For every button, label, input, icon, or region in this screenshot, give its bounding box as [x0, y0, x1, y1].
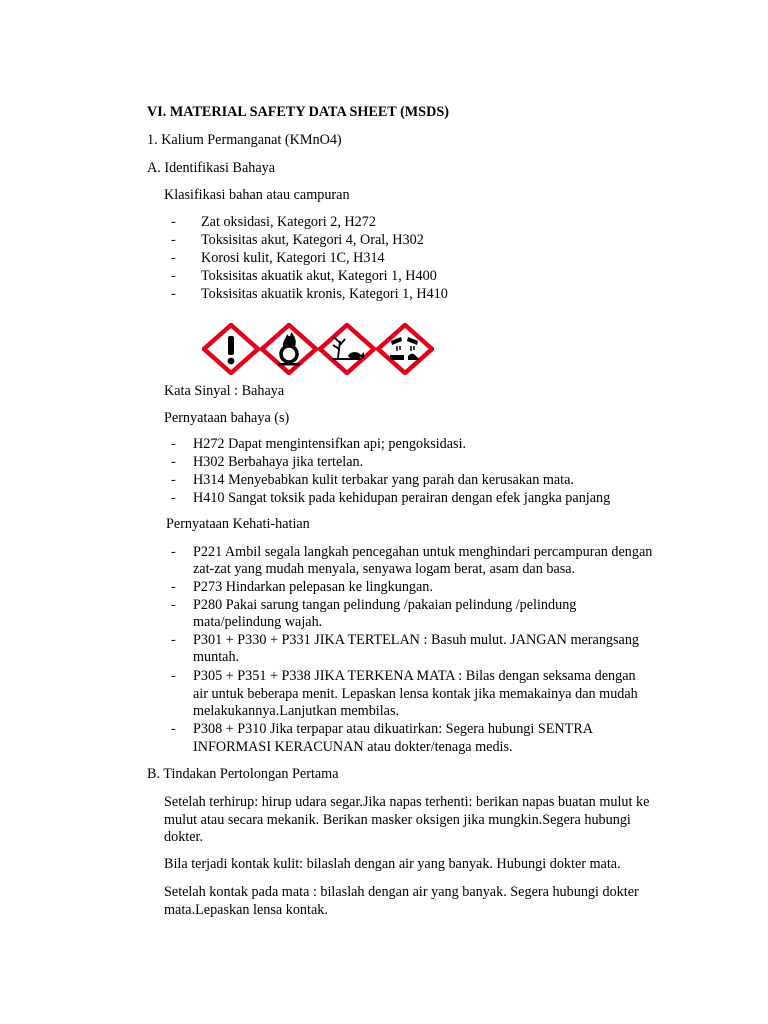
dash-bullet: - — [171, 268, 176, 284]
list-item — [171, 453, 610, 471]
dash-bullet: - — [171, 436, 176, 452]
list-item — [171, 285, 448, 303]
hazard-statement: H272 Dapat mengintensifkan api; pengoksidasi. — [193, 436, 467, 452]
list-item — [171, 435, 610, 453]
precautionary-dash: - — [171, 597, 176, 613]
classification-item: Zat oksidasi, Kategori 2, H272 — [201, 214, 376, 230]
section-a-heading: A. Identifikasi Bahaya — [147, 160, 276, 176]
first-aid-line: Setelah terhirup: hirup udara segar.Jika napas terhenti: berikan napas buatan mulut ke — [164, 794, 650, 810]
list-item — [171, 249, 448, 267]
precautionary-line: mata/pelindung wajah. — [193, 614, 323, 630]
list-item — [171, 471, 610, 489]
precautionary-dash: - — [171, 632, 176, 648]
list-item — [171, 489, 610, 507]
precautionary-line: P273 Hindarkan pelepasan ke lingkungan. — [193, 579, 433, 595]
precautionary-line: INFORMASI KERACUNAN atau dokter/tenaga medis. — [193, 739, 513, 755]
dash-bullet: - — [171, 250, 176, 266]
first-aid-line: Bila terjadi kontak kulit: bilaslah dengan air yang banyak. Hubungi dokter mata. — [164, 856, 621, 872]
classification-list — [171, 213, 448, 303]
precautionary-line: P305 + P351 + P338 JIKA TERKENA MATA : Bilas dengan seksama dengan — [193, 668, 636, 684]
section-b-heading: B. Tindakan Pertolongan Pertama — [147, 766, 339, 782]
precautionary-line: P280 Pakai sarung tangan pelindung /pakaian pelindung /pelindung — [193, 597, 577, 613]
dash-bullet: - — [171, 214, 176, 230]
precautionary-line: muntah. — [193, 649, 240, 665]
ghs-pictograms — [202, 323, 434, 375]
flame-over-circle-icon — [260, 323, 318, 375]
classification-label: Klasifikasi bahan atau campuran — [164, 187, 350, 203]
item-title: 1. Kalium Permanganat (KMnO4) — [147, 132, 342, 148]
hazard-statement: H314 Menyebabkan kulit terbakar yang parah dan kerusakan mata. — [193, 472, 574, 488]
corrosion-icon — [376, 323, 434, 375]
precautionary-dash: - — [171, 579, 176, 595]
precautionary-dash: - — [171, 721, 176, 737]
precautionary-label: Pernyataan Kehati-hatian — [166, 516, 310, 532]
hazard-statement: H302 Berbahaya jika tertelan. — [193, 454, 364, 470]
first-aid-line: Setelah kontak pada mata : bilaslah dengan air yang banyak. Segera hubungi dokter — [164, 884, 639, 900]
classification-item: Toksisitas akut, Kategori 4, Oral, H302 — [201, 232, 424, 248]
exclamation-mark-icon — [202, 323, 260, 375]
precautionary-line: air untuk beberapa menit. Lepaskan lensa kontak jika memakainya dan mudah — [193, 686, 638, 702]
environment-icon — [318, 323, 376, 375]
precautionary-line: P308 + P310 Jika terpapar atau dikuatirkan: Segera hubungi SENTRA — [193, 721, 594, 737]
first-aid-line: mata.Lepaskan lensa kontak. — [164, 902, 328, 918]
dash-bullet: - — [171, 490, 176, 506]
first-aid-line: dokter. — [164, 829, 204, 845]
first-aid-line: mulut atau secara mekanik. Berikan masker oksigen jika mungkin.Segera hubungi — [164, 812, 631, 828]
dash-bullet: - — [171, 232, 176, 248]
classification-item: Toksisitas akuatik akut, Kategori 1, H400 — [201, 268, 437, 284]
dash-bullet: - — [171, 454, 176, 470]
hazard-statement: H410 Sangat toksik pada kehidupan perairan dengan efek jangka panjang — [193, 490, 611, 506]
precautionary-line: P301 + P330 + P331 JIKA TERTELAN : Basuh mulut. JANGAN merangsang — [193, 632, 640, 648]
dash-bullet: - — [171, 472, 176, 488]
hazard-statements-label: Pernyataan bahaya (s) — [164, 410, 290, 426]
signal-word: Kata Sinyal : Bahaya — [164, 383, 285, 399]
precautionary-dash: - — [171, 668, 176, 684]
hazard-statements-list — [171, 435, 610, 507]
classification-item: Toksisitas akuatik kronis, Kategori 1, H410 — [201, 286, 448, 302]
precautionary-line: melakukannya.Lanjutkan membilas. — [193, 703, 400, 719]
section-title: VI. MATERIAL SAFETY DATA SHEET (MSDS) — [147, 104, 449, 120]
list-item — [171, 213, 448, 231]
list-item — [171, 267, 448, 285]
precautionary-line: zat-zat yang mudah menyala, senyawa logam berat, asam dan basa. — [193, 561, 576, 577]
dash-bullet: - — [171, 286, 176, 302]
list-item — [171, 231, 448, 249]
precautionary-dash: - — [171, 544, 176, 560]
precautionary-line: P221 Ambil segala langkah pencegahan untuk menghindari percampuran dengan — [193, 544, 653, 560]
classification-item: Korosi kulit, Kategori 1C, H314 — [201, 250, 385, 266]
